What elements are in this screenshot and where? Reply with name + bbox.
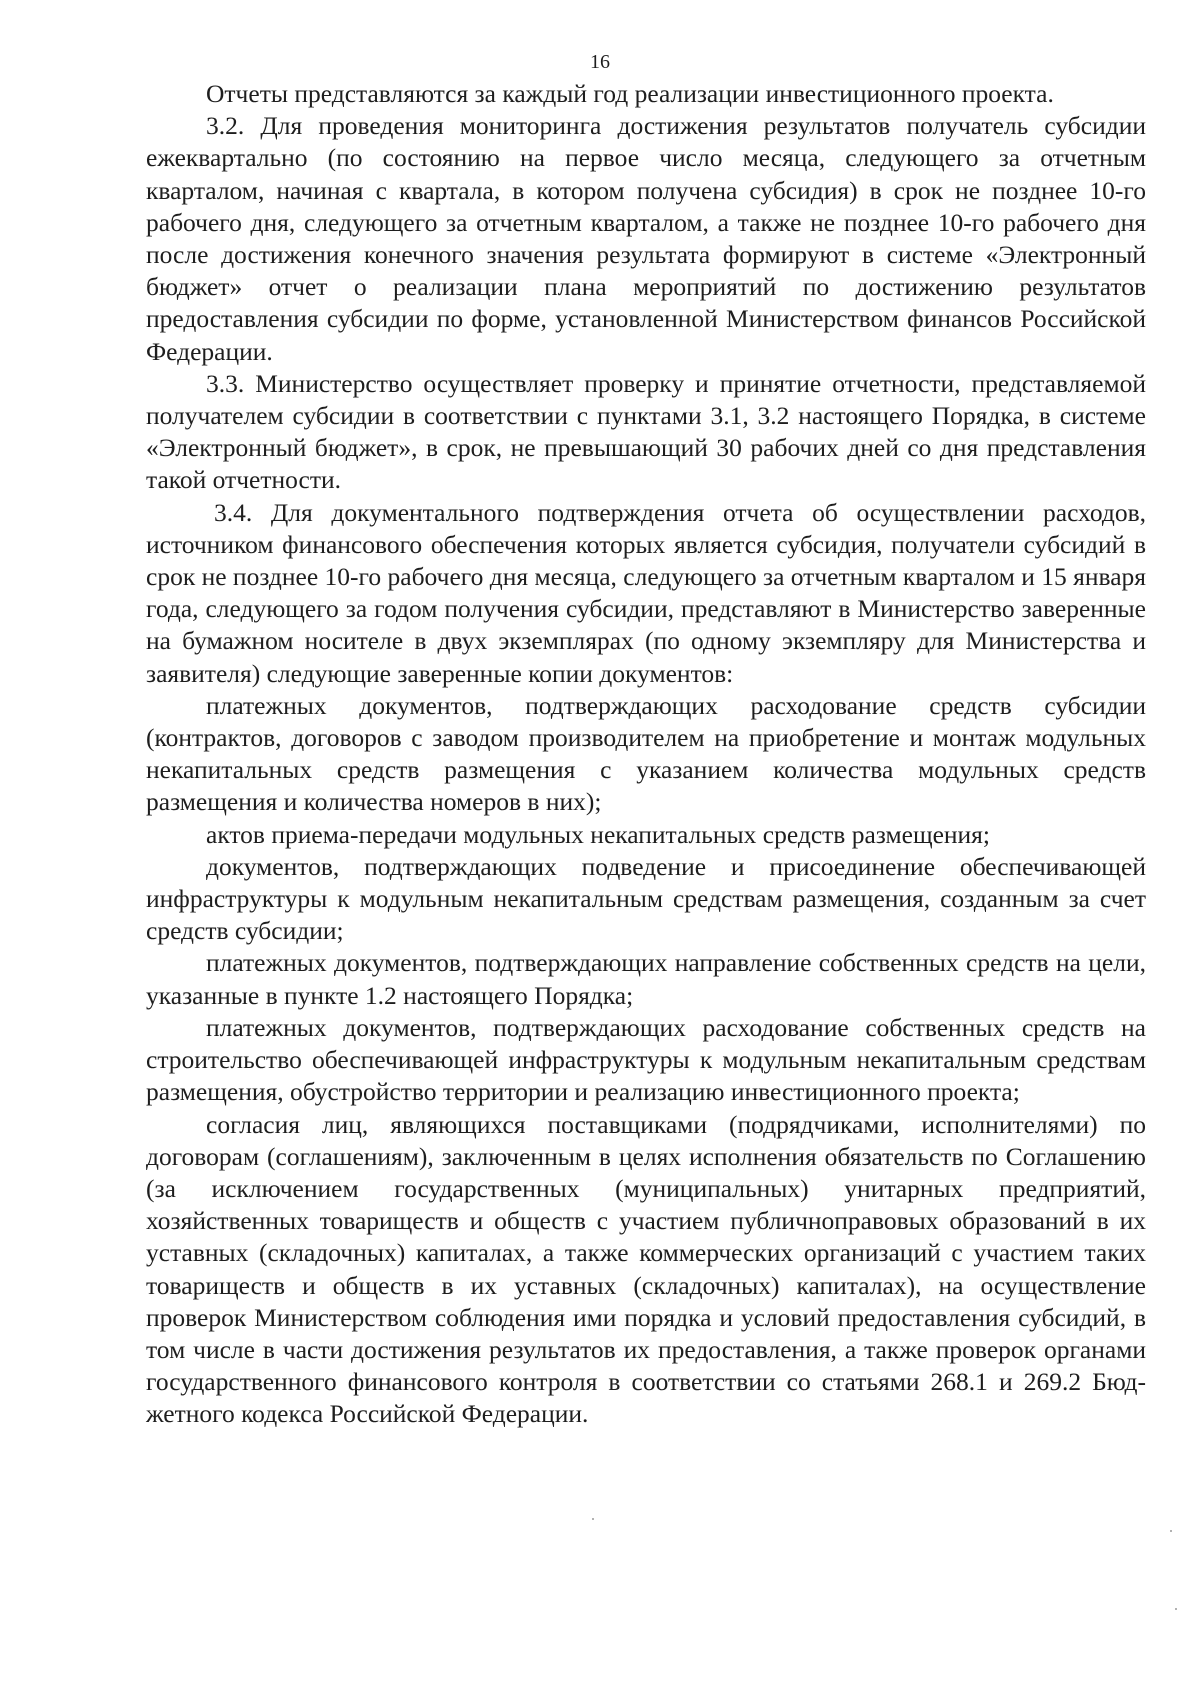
list-item-transfer-acts: актов приема-передачи модульных некапитальных средств размещения; (206, 819, 991, 849)
document-body (146, 78, 1146, 1431)
scan-speck (1175, 1608, 1177, 1610)
scan-speck (592, 1518, 594, 1520)
paragraph-3-3: 3.3. Министерство осуществляет проверку и принятие отчетности, представляемой получателем субсидии в соответствии с пунктами 3.1, 3.2 настоящего Порядка, в системе «Электронный бюджет», в срок, не превышающий 30 рабочих дней со дня представления такой отчетности. (146, 368, 1146, 495)
list-item-payment-documents-subsidy: платежных документов, подтверждающих расходование средств субсидии (контрактов, договоров с заводом производителем на приобретение и монтаж модульных некапитальных средств размещения с указанием количества модульных средств размещения и количества номеров в них); (146, 690, 1146, 817)
paragraph-reports-yearly: Отчеты представляются за каждый год реализации инвестиционного проекта. (206, 79, 1054, 108)
page-number: 16 (590, 51, 610, 73)
list-item-infrastructure-documents: документов, подтверждающих подведение и присоединение обеспечивающей инфраструктуры к модульным некапитальным средствам размещения, созданным за счет средств субсидии; (146, 851, 1146, 946)
list-item-payment-documents-construction: платежных документов, подтверждающих расходование собственных средств на строительство обеспечивающей инфраструктуры к модульным некапитальным средствам размещения, обустройство территории и реализацию инвестиционного проекта; (146, 1012, 1146, 1107)
scan-speck (1170, 1530, 1172, 1532)
paragraph-3-4: 3.4. Для документального подтверждения отчета об осуществлении расходов, источником финансового обеспечения которых является субсидия, получатели субсидий в срок не позднее 10-го рабочего дня месяца, следующего за отчетным кварталом и 15 января года, следующего за годом получения субсидии, представляют в Министерство заверенные на бумажном носителе в двух экземплярах (по одному экземпляру для Министерства и заявителя) следующие заверенные копии документов: (146, 497, 1147, 688)
list-item-payment-documents-own-funds: платежных документов, подтверждающих направление собственных средств на цели, указанные в пункте 1.2 настоящего Порядка; (146, 948, 1146, 1010)
list-item-supplier-consent: согласия лиц, являющихся поставщиками (подрядчиками, исполнителями) по договорам (соглашениям), заключенным в целях исполнения обязательств по Соглашению (за исключением государственных (муниципальных) унитарных предприятий, хозяйственных товариществ и обществ с участием публичноправовых образований в их уставных (складочных) капиталах, а также коммерческих организаций с участием таких товариществ и обществ в их уставных (складочных) капиталах), на осуществление проверок Министерством соблюдения ими порядка и условий предоставления субсидий, в том числе в части достижения результатов их предоставления, а также проверок органами государственного финансового контроля в соответствии со статьями 268.1 и 269.2 Бюджетного кодекса Российской Федерации. (146, 1109, 1146, 1429)
paragraph-3-2: 3.2. Для проведения мониторинга достижения результатов получатель субсидии ежеквартально (по состоянию на первое число месяца, следующего за отчетным кварталом, начиная с квартала, в котором получена субсидия) в срок не позднее 10-го рабочего дня, следующего за отчетным кварталом, а также не позднее 10-го рабочего дня после достижения конечного значения результата формируют в системе «Электронный бюджет» отчет о реализации плана мероприятий по достижению результатов предоставления субсидии по форме, установленной Министерством финансов Российской Федерации. (146, 111, 1146, 366)
